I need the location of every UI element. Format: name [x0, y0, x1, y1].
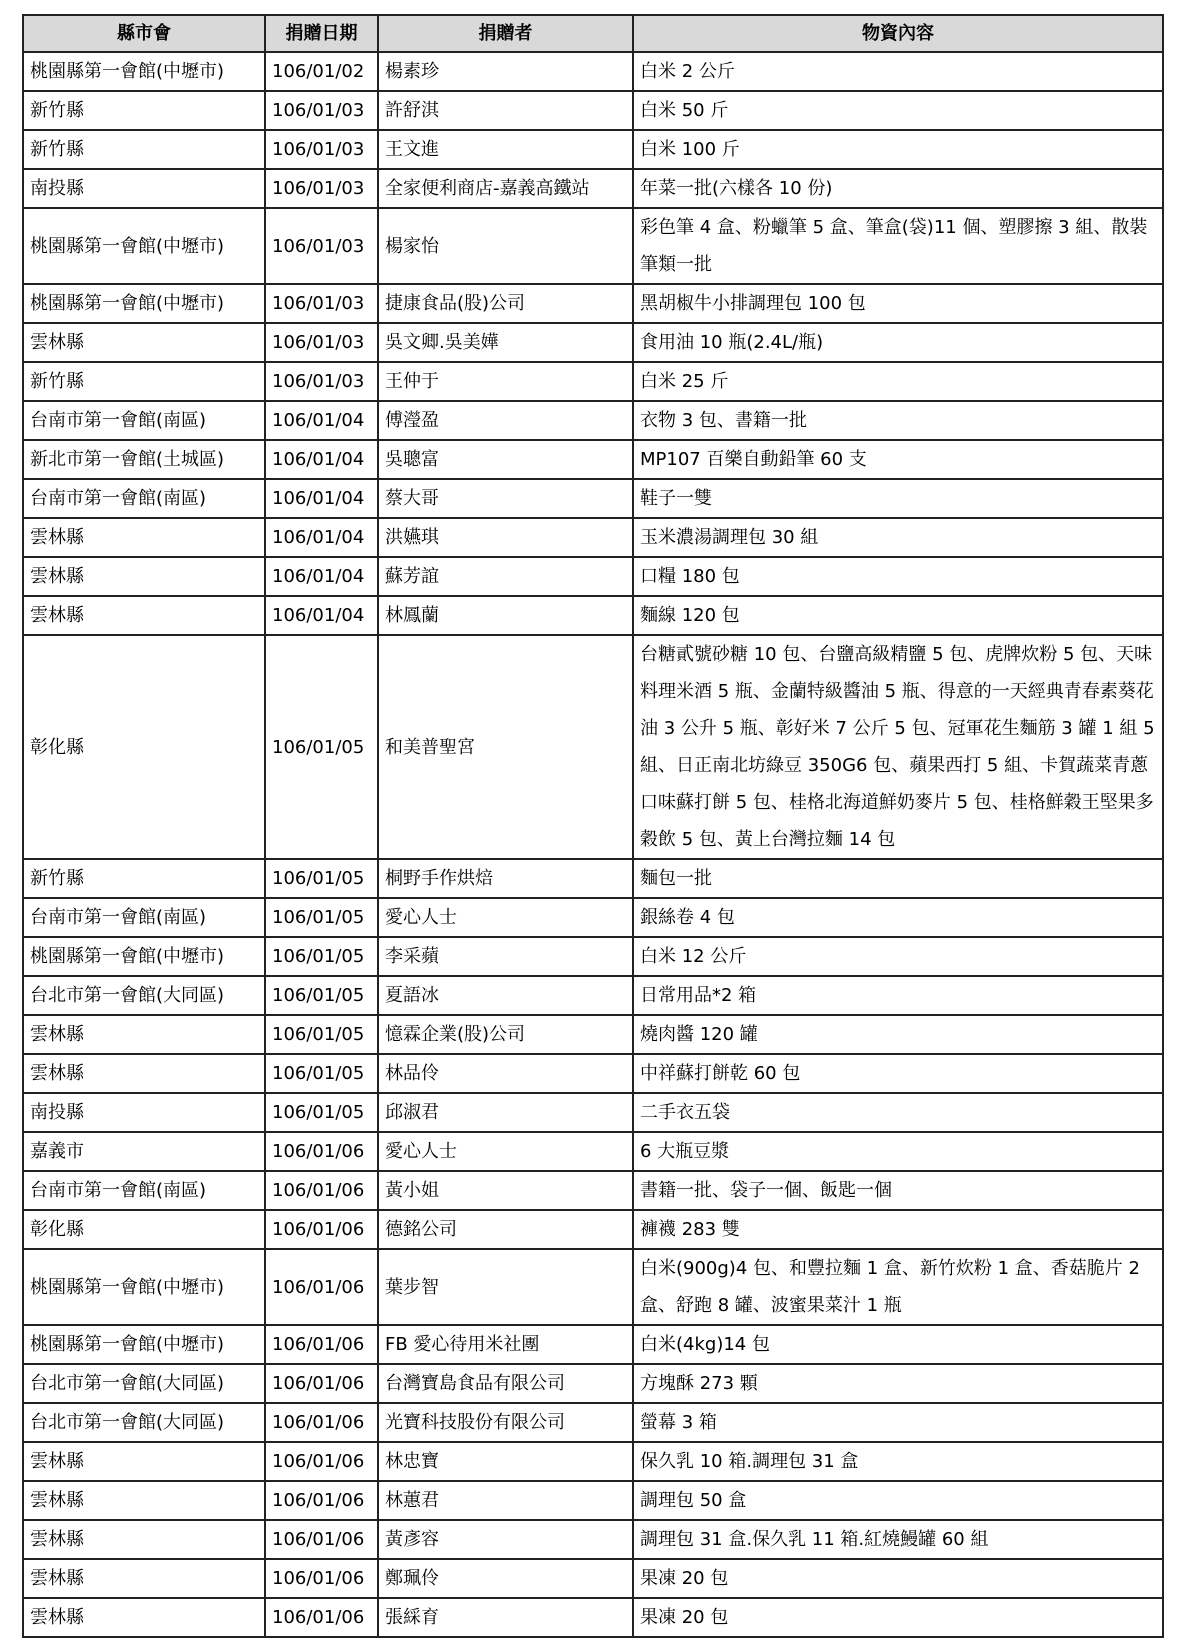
county-cell: 台南市第一會館(南區)	[23, 1171, 265, 1210]
date-cell: 106/01/06	[265, 1598, 378, 1637]
county-cell: 桃園縣第一會館(中壢市)	[23, 937, 265, 976]
donor-cell: 楊素珍	[378, 52, 633, 91]
items-cell: 調理包 50 盒	[633, 1481, 1163, 1520]
table-row	[23, 859, 1163, 898]
date-cell: 106/01/06	[265, 1442, 378, 1481]
table-row	[23, 208, 1163, 284]
items-cell: 年菜一批(六樣各 10 份)	[633, 169, 1163, 208]
date-cell: 106/01/06	[265, 1559, 378, 1598]
donor-cell: 台灣寶島食品有限公司	[378, 1364, 633, 1403]
items-cell: 褲襪 283 雙	[633, 1210, 1163, 1249]
items-cell: 6 大瓶豆漿	[633, 1132, 1163, 1171]
table-row	[23, 635, 1163, 859]
header-date: 捐贈日期	[265, 15, 378, 52]
items-cell: 調理包 31 盒.保久乳 11 箱.紅燒鰻罐 60 組	[633, 1520, 1163, 1559]
county-cell: 新竹縣	[23, 859, 265, 898]
donor-cell: 吳聰富	[378, 440, 633, 479]
items-cell: 食用油 10 瓶(2.4L/瓶)	[633, 323, 1163, 362]
table-header-row	[23, 15, 1163, 52]
table-row	[23, 1481, 1163, 1520]
county-cell: 新竹縣	[23, 91, 265, 130]
donor-cell: 許舒淇	[378, 91, 633, 130]
items-cell: 白米 25 斤	[633, 362, 1163, 401]
county-cell: 雲林縣	[23, 1559, 265, 1598]
date-cell: 106/01/03	[265, 91, 378, 130]
date-cell: 106/01/05	[265, 635, 378, 859]
table-row	[23, 1559, 1163, 1598]
items-cell: 銀絲卷 4 包	[633, 898, 1163, 937]
donor-cell: 黃小姐	[378, 1171, 633, 1210]
donor-cell: 蘇芳誼	[378, 557, 633, 596]
county-cell: 雲林縣	[23, 557, 265, 596]
county-cell: 雲林縣	[23, 1520, 265, 1559]
date-cell: 106/01/03	[265, 362, 378, 401]
donor-cell: 葉步智	[378, 1249, 633, 1325]
items-cell: MP107 百樂自動鉛筆 60 支	[633, 440, 1163, 479]
header-donor: 捐贈者	[378, 15, 633, 52]
table-row	[23, 284, 1163, 323]
table-row	[23, 1093, 1163, 1132]
date-cell: 106/01/04	[265, 596, 378, 635]
table-row	[23, 976, 1163, 1015]
donor-cell: 愛心人士	[378, 1132, 633, 1171]
date-cell: 106/01/05	[265, 937, 378, 976]
county-cell: 桃園縣第一會館(中壢市)	[23, 208, 265, 284]
donor-cell: 愛心人士	[378, 898, 633, 937]
county-cell: 台北市第一會館(大同區)	[23, 1403, 265, 1442]
date-cell: 106/01/03	[265, 169, 378, 208]
donor-cell: 邱淑君	[378, 1093, 633, 1132]
table-row	[23, 518, 1163, 557]
county-cell: 新竹縣	[23, 362, 265, 401]
date-cell: 106/01/03	[265, 208, 378, 284]
items-cell: 麵包一批	[633, 859, 1163, 898]
donor-cell: 全家便利商店-嘉義高鐵站	[378, 169, 633, 208]
items-cell: 二手衣五袋	[633, 1093, 1163, 1132]
table-row	[23, 1598, 1163, 1637]
county-cell: 嘉義市	[23, 1132, 265, 1171]
items-cell: 保久乳 10 箱.調理包 31 盒	[633, 1442, 1163, 1481]
table-row	[23, 130, 1163, 169]
date-cell: 106/01/04	[265, 440, 378, 479]
items-cell: 果凍 20 包	[633, 1559, 1163, 1598]
donor-cell: 李采蘋	[378, 937, 633, 976]
donor-cell: 林鳳蘭	[378, 596, 633, 635]
items-cell: 彩色筆 4 盒、粉蠟筆 5 盒、筆盒(袋)11 個、塑膠擦 3 組、散裝筆類一批	[633, 208, 1163, 284]
donor-cell: 桐野手作烘焙	[378, 859, 633, 898]
donor-cell: 鄭珮伶	[378, 1559, 633, 1598]
donor-cell: 張綵育	[378, 1598, 633, 1637]
items-cell: 中祥蘇打餅乾 60 包	[633, 1054, 1163, 1093]
table-row	[23, 91, 1163, 130]
county-cell: 桃園縣第一會館(中壢市)	[23, 1249, 265, 1325]
donor-cell: 和美普聖宮	[378, 635, 633, 859]
date-cell: 106/01/06	[265, 1249, 378, 1325]
county-cell: 南投縣	[23, 1093, 265, 1132]
donor-cell: 光寶科技股份有限公司	[378, 1403, 633, 1442]
date-cell: 106/01/04	[265, 518, 378, 557]
table-row	[23, 1364, 1163, 1403]
table-row	[23, 323, 1163, 362]
table-row	[23, 1132, 1163, 1171]
county-cell: 雲林縣	[23, 323, 265, 362]
county-cell: 南投縣	[23, 169, 265, 208]
items-cell: 日常用品*2 箱	[633, 976, 1163, 1015]
table-row	[23, 440, 1163, 479]
date-cell: 106/01/06	[265, 1210, 378, 1249]
county-cell: 雲林縣	[23, 1598, 265, 1637]
donor-cell: 林蕙君	[378, 1481, 633, 1520]
date-cell: 106/01/06	[265, 1171, 378, 1210]
items-cell: 台糖貳號砂糖 10 包、台鹽高級精鹽 5 包、虎牌炊粉 5 包、天味料理米酒 5 瓶、金蘭特級醬油 5 瓶、得意的一天經典青春素葵花油 3 公升 5 瓶、彰好米 7 公斤 5 包、冠軍花生麵筋 3 罐 1 組 5 組、日正南北坊綠豆 350G6 包、蘋果西打 5 組、卡賀蔬菜青蔥口味蘇打餅 5 包、桂格北海道鮮奶麥片 5 包、桂格鮮穀王堅果多穀飲 5 包、黃上台灣拉麵 14 包	[633, 635, 1163, 859]
items-cell: 白米(900g)4 包、和豐拉麵 1 盒、新竹炊粉 1 盒、香菇脆片 2 盒、舒跑 8 罐、波蜜果菜汁 1 瓶	[633, 1249, 1163, 1325]
items-cell: 玉米濃湯調理包 30 組	[633, 518, 1163, 557]
items-cell: 白米 12 公斤	[633, 937, 1163, 976]
table-row	[23, 1325, 1163, 1364]
county-cell: 雲林縣	[23, 1481, 265, 1520]
table-row	[23, 479, 1163, 518]
items-cell: 白米 100 斤	[633, 130, 1163, 169]
items-cell: 果凍 20 包	[633, 1598, 1163, 1637]
county-cell: 新竹縣	[23, 130, 265, 169]
items-cell: 方塊酥 273 顆	[633, 1364, 1163, 1403]
donor-cell: 德銘公司	[378, 1210, 633, 1249]
items-cell: 白米 2 公斤	[633, 52, 1163, 91]
donor-cell: 林品伶	[378, 1054, 633, 1093]
items-cell: 麵線 120 包	[633, 596, 1163, 635]
county-cell: 桃園縣第一會館(中壢市)	[23, 1325, 265, 1364]
table-body	[23, 52, 1163, 1637]
table-row	[23, 1403, 1163, 1442]
items-cell: 白米 50 斤	[633, 91, 1163, 130]
donations-table	[22, 14, 1164, 1638]
date-cell: 106/01/03	[265, 130, 378, 169]
county-cell: 彰化縣	[23, 1210, 265, 1249]
date-cell: 106/01/06	[265, 1403, 378, 1442]
items-cell: 鞋子一雙	[633, 479, 1163, 518]
county-cell: 台南市第一會館(南區)	[23, 479, 265, 518]
donor-cell: 吳文卿.吳美嬅	[378, 323, 633, 362]
table-row	[23, 362, 1163, 401]
county-cell: 彰化縣	[23, 635, 265, 859]
table-row	[23, 937, 1163, 976]
donor-cell: 傅瀅盈	[378, 401, 633, 440]
date-cell: 106/01/03	[265, 323, 378, 362]
county-cell: 新北市第一會館(土城區)	[23, 440, 265, 479]
county-cell: 雲林縣	[23, 1054, 265, 1093]
date-cell: 106/01/06	[265, 1325, 378, 1364]
donor-cell: 王文進	[378, 130, 633, 169]
items-cell: 螢幕 3 箱	[633, 1403, 1163, 1442]
date-cell: 106/01/02	[265, 52, 378, 91]
donor-cell: FB 愛心待用米社團	[378, 1325, 633, 1364]
date-cell: 106/01/06	[265, 1520, 378, 1559]
date-cell: 106/01/03	[265, 284, 378, 323]
items-cell: 黑胡椒牛小排調理包 100 包	[633, 284, 1163, 323]
items-cell: 口糧 180 包	[633, 557, 1163, 596]
county-cell: 桃園縣第一會館(中壢市)	[23, 284, 265, 323]
date-cell: 106/01/04	[265, 479, 378, 518]
donor-cell: 王仲于	[378, 362, 633, 401]
date-cell: 106/01/04	[265, 557, 378, 596]
table-row	[23, 1249, 1163, 1325]
donor-cell: 楊家怡	[378, 208, 633, 284]
date-cell: 106/01/05	[265, 859, 378, 898]
table-row	[23, 898, 1163, 937]
donor-cell: 捷康食品(股)公司	[378, 284, 633, 323]
table-row	[23, 401, 1163, 440]
table-row	[23, 52, 1163, 91]
items-cell: 白米(4kg)14 包	[633, 1325, 1163, 1364]
table-row	[23, 596, 1163, 635]
items-cell: 燒肉醬 120 罐	[633, 1015, 1163, 1054]
county-cell: 台南市第一會館(南區)	[23, 401, 265, 440]
table-row	[23, 557, 1163, 596]
table-row	[23, 169, 1163, 208]
date-cell: 106/01/05	[265, 1054, 378, 1093]
table-row	[23, 1210, 1163, 1249]
donor-cell: 蔡大哥	[378, 479, 633, 518]
date-cell: 106/01/05	[265, 1015, 378, 1054]
items-cell: 衣物 3 包、書籍一批	[633, 401, 1163, 440]
donor-cell: 憶霖企業(股)公司	[378, 1015, 633, 1054]
date-cell: 106/01/05	[265, 976, 378, 1015]
donor-cell: 夏語冰	[378, 976, 633, 1015]
county-cell: 雲林縣	[23, 518, 265, 557]
header-items: 物資內容	[633, 15, 1163, 52]
table-row	[23, 1015, 1163, 1054]
date-cell: 106/01/04	[265, 401, 378, 440]
county-cell: 台北市第一會館(大同區)	[23, 1364, 265, 1403]
county-cell: 雲林縣	[23, 1442, 265, 1481]
county-cell: 台北市第一會館(大同區)	[23, 976, 265, 1015]
county-cell: 雲林縣	[23, 1015, 265, 1054]
date-cell: 106/01/06	[265, 1132, 378, 1171]
donor-cell: 洪嬿琪	[378, 518, 633, 557]
county-cell: 桃園縣第一會館(中壢市)	[23, 52, 265, 91]
table-row	[23, 1171, 1163, 1210]
table-row	[23, 1054, 1163, 1093]
donor-cell: 林忠寶	[378, 1442, 633, 1481]
items-cell: 書籍一批、袋子一個、飯匙一個	[633, 1171, 1163, 1210]
date-cell: 106/01/06	[265, 1481, 378, 1520]
county-cell: 雲林縣	[23, 596, 265, 635]
table-row	[23, 1442, 1163, 1481]
date-cell: 106/01/05	[265, 1093, 378, 1132]
donor-cell: 黃彥容	[378, 1520, 633, 1559]
date-cell: 106/01/06	[265, 1364, 378, 1403]
table-row	[23, 1520, 1163, 1559]
date-cell: 106/01/05	[265, 898, 378, 937]
county-cell: 台南市第一會館(南區)	[23, 898, 265, 937]
header-county: 縣市會	[23, 15, 265, 52]
